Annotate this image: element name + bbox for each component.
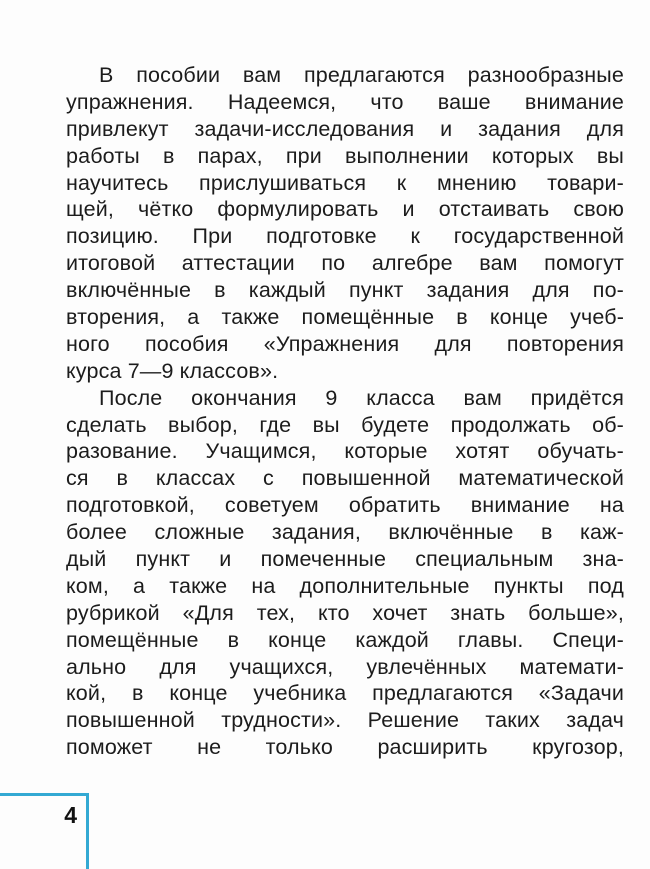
- page-number: 4: [64, 802, 77, 828]
- text-line: работы в парах, при выполнении которых вы: [66, 143, 624, 168]
- text-line: ком, а также на дополнительные пункты под: [66, 573, 624, 598]
- text-line: более сложные задания, включённые в каж-: [66, 520, 624, 545]
- text-line: ся в классах с повышенной математической: [66, 466, 624, 491]
- text-line: В пособии вам предлагаются разнообразные: [99, 63, 624, 87]
- text-line: дый пункт и помеченные специальным зна-: [66, 547, 624, 572]
- text-line: кой, в конце учебника предлагаются «Задачи: [66, 681, 624, 706]
- text-line: упражнения. Надеемся, что ваше внимание: [66, 89, 624, 114]
- text-line: повышенной трудности». Решение таких задач: [66, 708, 624, 733]
- text-line: научитесь прислушиваться к мнению товари-: [66, 170, 624, 195]
- text-line: курса 7—9 классов».: [66, 358, 279, 383]
- text-line: сделать выбор, где вы будете продолжать об-: [66, 412, 624, 437]
- text-line: рубрикой «Для тех, кто хочет знать больше»,: [66, 600, 624, 625]
- text-line: позицию. При подготовке к государственной: [66, 224, 624, 249]
- page-number-frame: [0, 793, 89, 869]
- text-line: поможет не только расширить кругозор,: [66, 735, 624, 760]
- text-line: помещённые в конце каждой главы. Специ-: [66, 627, 624, 652]
- text-line: привлекут задачи-исследования и задания для: [66, 116, 624, 141]
- text-line: ного пособия «Упражнения для повторения: [66, 331, 624, 356]
- text-line: включённые в каждый пункт задания для по-: [66, 278, 624, 303]
- text-line: подготовкой, советуем обратить внимание на: [66, 493, 624, 518]
- text-line: вторения, а также помещённые в конце учеб-: [66, 305, 624, 330]
- text-block: [66, 62, 624, 761]
- text-line: ально для учащихся, увлечённых математи-: [66, 654, 624, 679]
- text-line: щей, чётко формулировать и отстаивать свою: [66, 197, 624, 222]
- text-line: итоговой аттестации по алгебре вам помогут: [66, 251, 624, 276]
- text-line: разование. Учащимся, которые хотят обучать-: [66, 439, 624, 464]
- text-line: После окончания 9 класса вам придётся: [99, 385, 624, 410]
